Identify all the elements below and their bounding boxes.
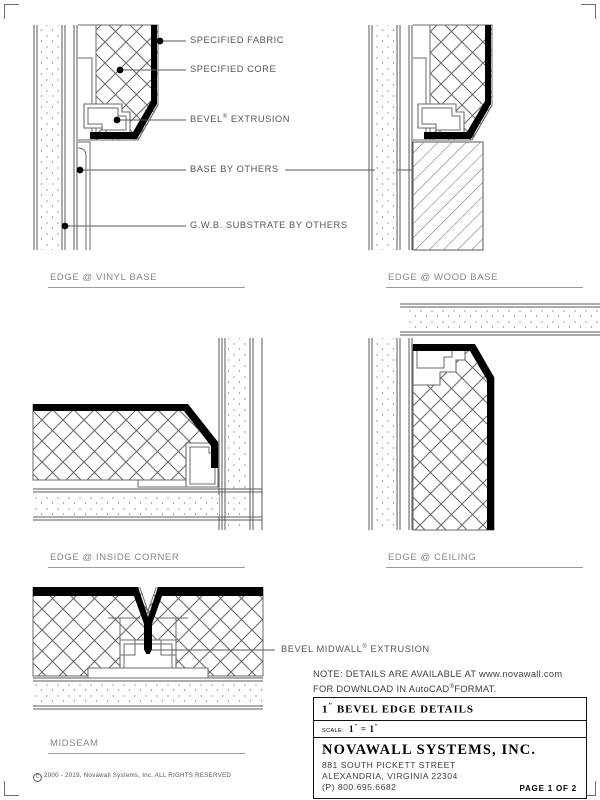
callout-bevel-midwall-tail: EXTRUSION xyxy=(367,644,430,655)
caption-rule-ceiling xyxy=(386,567,583,568)
detail-midseam xyxy=(33,587,275,709)
download-note xyxy=(313,668,562,696)
company-address-line1: 881 SOUTH PICKETT STREET xyxy=(322,759,456,770)
copyright-text: 2000 - 2019, Novawall Systems, Inc. ALL RIGHTS RESERVED xyxy=(44,772,232,779)
callout-gwb-substrate-text: G.W.B. SUBSTRATE BY OTHERS xyxy=(190,220,348,230)
crop-mark-top-left xyxy=(4,4,19,19)
caption-rule-midseam xyxy=(48,753,245,754)
page-number: PAGE 1 OF 2 xyxy=(519,783,577,793)
company-phone: (P) 800.695.6682 xyxy=(322,781,397,792)
callout-bevel-extrusion xyxy=(190,114,290,124)
caption-edge-vinyl-base: EDGE @ VINYL BASE xyxy=(50,272,158,283)
callout-bevel-extrusion-text: BEVEL xyxy=(190,114,223,125)
callout-base-by-others-text: BASE BY OTHERS xyxy=(190,164,279,174)
scale-label: SCALE: xyxy=(322,727,344,734)
callout-bevel-extrusion-tail: EXTRUSION xyxy=(227,114,291,125)
title-block-company-block xyxy=(314,738,586,798)
caption-rule-wood-base xyxy=(386,287,583,288)
caption-edge-ceiling: EDGE @ CEILING xyxy=(388,552,477,563)
caption-edge-wood-base: EDGE @ WOOD BASE xyxy=(388,272,499,283)
download-note-line1: NOTE: DETAILS ARE AVAILABLE AT www.novawall.com xyxy=(313,669,563,679)
registered-mark-icon: ® xyxy=(449,684,455,690)
company-address-line2: ALEXANDRIA, VIRGINIA 22304 xyxy=(322,770,458,781)
crop-mark-bottom-left xyxy=(4,781,19,796)
company-name: NOVAWALL SYSTEMS, INC. xyxy=(322,741,537,758)
inch-mark-icon: " xyxy=(328,702,334,710)
registered-mark-icon: ® xyxy=(362,644,368,650)
caption-edge-inside-corner: EDGE @ INSIDE CORNER xyxy=(50,552,180,563)
download-note-line2: FOR DOWNLOAD IN AutoCAD®FORMAT. xyxy=(313,684,497,695)
detail-edge-wood-base xyxy=(369,25,492,250)
caption-rule-inside-corner xyxy=(48,567,245,568)
callout-bevel-midwall-extrusion xyxy=(281,644,430,654)
crop-mark-top-right xyxy=(581,4,596,19)
registered-mark-icon: ® xyxy=(222,114,228,120)
callout-base-by-others xyxy=(190,164,279,174)
copyright-notice xyxy=(33,772,231,782)
callout-gwb-substrate xyxy=(190,220,348,230)
scale-value: 1" = 1" xyxy=(348,723,379,734)
callout-specified-fabric-text: SPECIFIED FABRIC xyxy=(190,35,285,45)
inch-mark-icon: " xyxy=(374,723,379,730)
callout-specified-core xyxy=(190,64,276,74)
callout-specified-core-text: SPECIFIED CORE xyxy=(190,64,277,74)
caption-rule-vinyl-base xyxy=(48,287,245,288)
title-block-drawing-title: 1" BEVEL EDGE DETAILS xyxy=(314,698,586,721)
caption-midseam: MIDSEAM xyxy=(50,738,99,749)
copyright-icon: C xyxy=(33,773,42,782)
callout-specified-fabric xyxy=(190,35,284,45)
title-block xyxy=(313,697,587,799)
inch-mark-icon: " xyxy=(354,723,359,730)
callout-bevel-midwall-text: BEVEL MIDWALL xyxy=(281,644,363,655)
title-block-scale-row xyxy=(314,721,586,738)
